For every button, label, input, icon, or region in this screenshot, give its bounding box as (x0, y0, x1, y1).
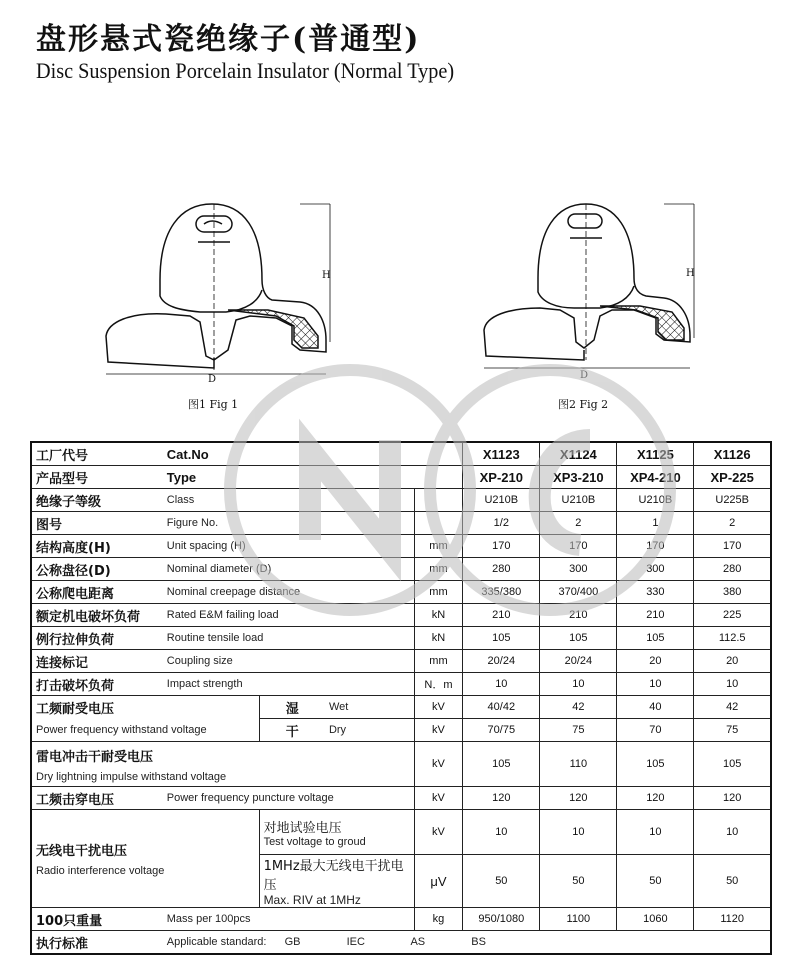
cell-value: 105 (463, 627, 540, 650)
unit (414, 489, 463, 512)
cell-value: 10 (694, 810, 771, 855)
unit: kV (414, 742, 463, 787)
sub-label (259, 810, 414, 855)
row-label-en: Rated E&M failing load (163, 604, 414, 627)
page-title-english: Disc Suspension Porcelain Insulator (Normal Type) (36, 58, 455, 83)
row-label-cn: 雷电冲击干耐受电压 (36, 749, 154, 765)
table-row (31, 581, 771, 604)
cell-value: 335/380 (463, 581, 540, 604)
cell-value: 105 (694, 742, 771, 787)
cell-value: 170 (463, 535, 540, 558)
cell-value: 105 (540, 627, 617, 650)
sub-label (259, 855, 414, 908)
cell-value: 75 (694, 719, 771, 742)
table-row-pf-dry (31, 719, 771, 742)
cell-value: 170 (540, 535, 617, 558)
cell-value: 42 (540, 696, 617, 719)
row-label (31, 810, 259, 908)
row-label-cn: 工频击穿电压 (31, 787, 163, 810)
cell-value: X1126 (694, 442, 771, 466)
row-label-cn: 公称盘径(D) (31, 558, 163, 581)
cell-value: 110 (540, 742, 617, 787)
table-row (31, 650, 771, 673)
row-label-en: Nominal diameter (D) (163, 558, 414, 581)
cell-value: XP-210 (463, 466, 540, 489)
row-label-cn: 100只重量 (31, 908, 163, 931)
sub-label-en: Max. RIV at 1MHz (263, 893, 361, 907)
row-label-en: Class (163, 489, 414, 512)
row-label-en: Mass per 100pcs (163, 908, 414, 931)
cell-value: U210B (463, 489, 540, 512)
cell-value: 300 (540, 558, 617, 581)
cell-value: 10 (694, 673, 771, 696)
cell-value: 105 (617, 742, 694, 787)
cell-value: 42 (694, 696, 771, 719)
cell-value: 50 (694, 855, 771, 908)
cell-value: 10 (540, 810, 617, 855)
unit: kV (414, 719, 463, 742)
table-row-type (31, 466, 771, 489)
table-row-pf-wet (31, 696, 771, 719)
cell-value: 105 (617, 627, 694, 650)
cell-value: XP4-210 (617, 466, 694, 489)
standard-list (163, 931, 771, 955)
row-label-en: Figure No. (163, 512, 414, 535)
cell-value: 330 (617, 581, 694, 604)
cell-value: 20 (694, 650, 771, 673)
cell-value: 10 (540, 673, 617, 696)
cell-value: 40/42 (463, 696, 540, 719)
row-label-en: Dry lightning impulse withstand voltage (36, 770, 227, 783)
cell-value: 1 (617, 512, 694, 535)
row-label-cn: 额定机电破坏负荷 (31, 604, 163, 627)
unit: kg (414, 908, 463, 931)
cell-value: 210 (540, 604, 617, 627)
row-label-en: Type (163, 466, 463, 489)
cell-value: 170 (694, 535, 771, 558)
cell-value: 50 (540, 855, 617, 908)
unit: kN (414, 627, 463, 650)
cell-value: 10 (463, 810, 540, 855)
unit: kV (414, 787, 463, 810)
table-row (31, 535, 771, 558)
row-label-cn: 产品型号 (31, 466, 163, 489)
cell-value: 2 (540, 512, 617, 535)
cell-value: 210 (463, 604, 540, 627)
cell-value: 280 (694, 558, 771, 581)
table-row-puncture (31, 787, 771, 810)
standard-label: Applicable standard: (166, 936, 267, 948)
unit: kN (414, 604, 463, 627)
unit: kV (414, 810, 463, 855)
cell-value: 370/400 (540, 581, 617, 604)
cell-value: 70/75 (463, 719, 540, 742)
table-row (31, 558, 771, 581)
cell-value: 300 (617, 558, 694, 581)
cell-value: 120 (617, 787, 694, 810)
cell-value: XP3-210 (540, 466, 617, 489)
unit: mm (414, 581, 463, 604)
cell-value: U225B (694, 489, 771, 512)
svg-text:D: D (208, 374, 217, 385)
unit: kV (414, 696, 463, 719)
svg-text:H: H (322, 270, 331, 281)
table-row (31, 673, 771, 696)
cell-value: 40 (617, 696, 694, 719)
cell-value: 1100 (540, 908, 617, 931)
cell-value: U210B (617, 489, 694, 512)
row-label-en: Routine tensile load (163, 627, 414, 650)
cell-value: XP-225 (694, 466, 771, 489)
row-label-cn: 执行标准 (31, 931, 163, 955)
row-label-en: Cat.No (163, 442, 463, 466)
row-label-cn: 公称爬电距离 (31, 581, 163, 604)
row-label-cn: 无线电干扰电压 (36, 844, 128, 859)
cell-value: 225 (694, 604, 771, 627)
specification-table (30, 441, 772, 955)
row-label-en: Coupling size (163, 650, 414, 673)
unit: mm (414, 535, 463, 558)
figure-2-caption: 图2 Fig 2 (558, 398, 609, 411)
row-label-cn: 工频耐受电压 (31, 696, 259, 719)
cell-value: 120 (694, 787, 771, 810)
cell-value: 280 (463, 558, 540, 581)
row-label-cn: 结构高度(H) (31, 535, 163, 558)
row-label-en: Impact strength (163, 673, 414, 696)
unit: μV (414, 855, 463, 908)
standard-item: AS (410, 936, 426, 948)
table-row-radio-test (31, 810, 771, 855)
figure-1-drawing (106, 204, 331, 385)
cell-value: 20 (617, 650, 694, 673)
cell-value: X1123 (463, 442, 540, 466)
cell-value: 20/24 (540, 650, 617, 673)
cell-value: 210 (617, 604, 694, 627)
row-label-cn: 图号 (31, 512, 163, 535)
unit: mm (414, 650, 463, 673)
cell-value: 120 (463, 787, 540, 810)
row-label-en: Power frequency withstand voltage (31, 719, 259, 742)
sub-label-cn: 湿 (259, 696, 325, 719)
cell-value: 105 (463, 742, 540, 787)
unit: N．m (414, 673, 463, 696)
row-label-en: Radio interference voltage (36, 865, 165, 877)
table-row-mass (31, 908, 771, 931)
standard-item: IEC (346, 936, 365, 948)
row-label-en: Nominal creepage distance (163, 581, 414, 604)
row-label (31, 742, 414, 787)
cell-value: 2 (694, 512, 771, 535)
cell-value: X1124 (540, 442, 617, 466)
table-row-lightning (31, 742, 771, 787)
sub-label-en: Test voltage to groud (263, 835, 366, 848)
cell-value: 70 (617, 719, 694, 742)
table-row-cat-no (31, 442, 771, 466)
table-row (31, 604, 771, 627)
sub-label-cn: 干 (259, 719, 325, 742)
sub-label-cn: 对地试验电压 (263, 820, 342, 836)
cell-value: 1120 (694, 908, 771, 931)
standard-item: BS (471, 936, 486, 948)
unit (414, 512, 463, 535)
cell-value: 380 (694, 581, 771, 604)
svg-text:D: D (580, 370, 589, 381)
figure-1-caption: 图1 Fig 1 (188, 398, 239, 411)
cell-value: X1125 (617, 442, 694, 466)
table-row (31, 489, 771, 512)
cell-value: 10 (617, 810, 694, 855)
cell-value: 1/2 (463, 512, 540, 535)
cell-value: 75 (540, 719, 617, 742)
sub-label-cn: 1MHz最大无线电干扰电压 (263, 859, 404, 893)
unit: mm (414, 558, 463, 581)
cell-value: 950/1080 (463, 908, 540, 931)
cell-value: 1060 (617, 908, 694, 931)
row-label-cn: 连接标记 (31, 650, 163, 673)
svg-text:H: H (686, 268, 695, 279)
standard-item: GB (284, 936, 301, 948)
row-label-cn: 打击破坏负荷 (31, 673, 163, 696)
row-label-cn: 绝缘子等级 (31, 489, 163, 512)
cell-value: 10 (617, 673, 694, 696)
cell-value: 170 (617, 535, 694, 558)
cell-value: 50 (617, 855, 694, 908)
cell-value: 120 (540, 787, 617, 810)
cell-value: 112.5 (694, 627, 771, 650)
page-title-chinese: 盘形悬式瓷绝缘子(普通型) (36, 22, 421, 57)
sub-label-en: Wet (325, 696, 414, 719)
insulator-figures (0, 190, 800, 420)
table-row (31, 512, 771, 535)
cell-value: 20/24 (463, 650, 540, 673)
figure-2-drawing (484, 204, 695, 381)
row-label-en: Power frequency puncture voltage (163, 787, 414, 810)
sub-label-en: Dry (325, 719, 414, 742)
cell-value: 10 (463, 673, 540, 696)
table-row (31, 627, 771, 650)
table-row-standard (31, 931, 771, 955)
cell-value: U210B (540, 489, 617, 512)
row-label-cn: 工厂代号 (31, 442, 163, 466)
row-label-en: Unit spacing (H) (163, 535, 414, 558)
cell-value: 50 (463, 855, 540, 908)
row-label-cn: 例行拉伸负荷 (31, 627, 163, 650)
